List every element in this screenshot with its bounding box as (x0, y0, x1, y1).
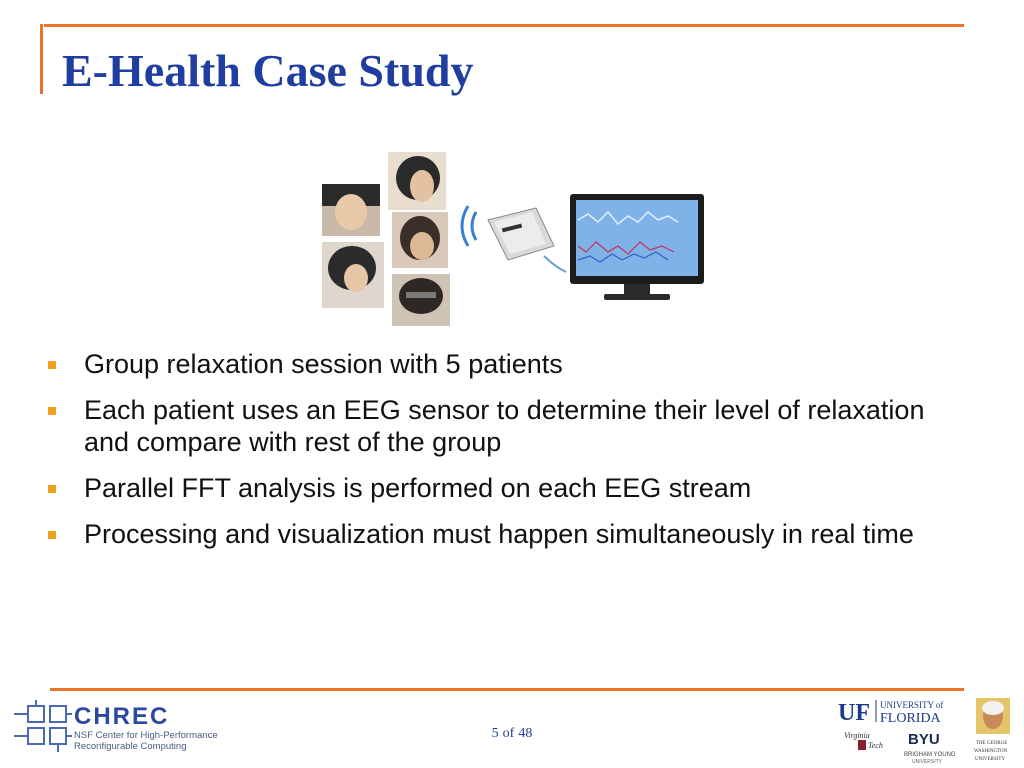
bullet-item (44, 518, 974, 550)
bullet-marker (48, 485, 56, 493)
bullet-text: Each patient uses an EEG sensor to determine their level of relaxation and compare with rest of the group (84, 395, 925, 457)
wireless-signal-icon (462, 206, 476, 246)
patient-photos (322, 152, 450, 326)
page-total: 48 (518, 726, 533, 741)
uf-logo (838, 700, 943, 726)
bullet-marker (48, 531, 56, 539)
top-accent-rule (44, 24, 964, 27)
bullet-list (44, 348, 974, 564)
monitor-display (570, 194, 704, 300)
bottom-accent-rule (50, 688, 964, 691)
uf-mark: UF (838, 700, 870, 726)
bullet-text: Processing and visualization must happen simultaneously in real time (84, 519, 914, 549)
bullet-item (44, 472, 974, 504)
chrec-logo (10, 700, 250, 756)
left-accent-rule (40, 24, 43, 94)
bullet-item (44, 394, 974, 458)
page-of: of (502, 726, 515, 741)
uf-line-2: FLORIDA (880, 711, 941, 726)
bullet-text: Parallel FFT analysis is performed on each EEG stream (84, 473, 752, 503)
page-number (470, 726, 554, 742)
bullet-marker (48, 407, 56, 415)
university-logos (836, 696, 1016, 764)
chrec-tagline-1: NSF Center for High-Performance (74, 730, 218, 741)
vt-line-1: Virginia (844, 731, 870, 740)
byu-mark: BYU (908, 731, 940, 748)
chrec-tagline-2: Reconfigurable Computing (74, 741, 187, 752)
byu-sub: UNIVERSITY (912, 759, 943, 764)
bullet-item (44, 348, 974, 380)
uf-line-1: UNIVERSITY of (880, 700, 944, 710)
bullet-text: Group relaxation session with 5 patients (84, 349, 563, 379)
chrec-name: CHREC (74, 703, 170, 730)
gw-logo (974, 698, 1010, 762)
byu-name: BRIGHAM YOUNG (904, 752, 956, 758)
gw-line-2: WASHINGTON (974, 749, 1008, 754)
vt-line-2: Tech (868, 741, 883, 750)
virginia-tech-logo (844, 731, 883, 750)
slide-title: E-Health Case Study (62, 45, 474, 96)
fpga-chip (488, 208, 566, 272)
gw-line-3: UNIVERSITY (975, 757, 1005, 762)
eeg-system-figure (318, 150, 718, 330)
chrec-grid-icon (14, 700, 72, 752)
gw-line-1: THE GEORGE (976, 741, 1008, 746)
bullet-marker (48, 361, 56, 369)
byu-logo (904, 731, 956, 764)
page-current: 5 (491, 726, 499, 741)
